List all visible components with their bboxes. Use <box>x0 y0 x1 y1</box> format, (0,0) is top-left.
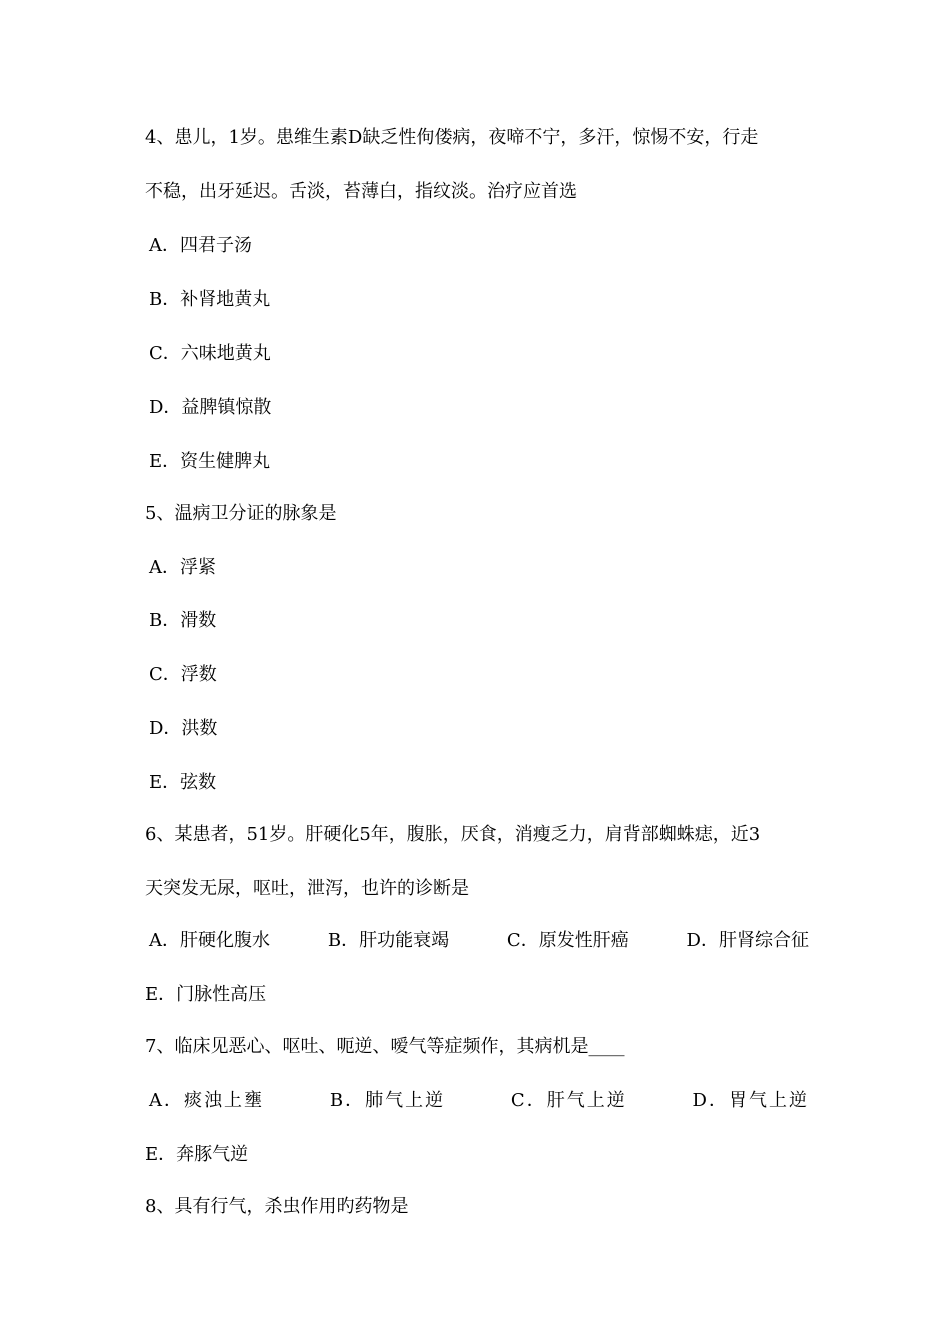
question-7-option-e: E．奔豚气逆 <box>145 1144 249 1165</box>
question-4-option-b: B．补肾地黄丸 <box>149 289 271 310</box>
question-7-option-c: C．肝气上逆 <box>510 1090 627 1111</box>
question-6-stem-line-2: 天突发无尿，呕吐，泄泻，也许的诊断是 <box>145 878 469 899</box>
question-6-stem-line-1: 6、某患者，51岁。肝硬化5年，腹胀，厌食，消瘦乏力，肩背部蜘蛛痣，近3 <box>145 824 761 845</box>
question-5-stem: 5、温病卫分证的脉象是 <box>145 503 337 524</box>
question-7-option-d: D．胃气上逆 <box>692 1090 809 1111</box>
question-7-option-a: A．痰浊上壅 <box>149 1090 264 1111</box>
question-7-option-b: B．肺气上逆 <box>329 1090 446 1111</box>
question-5-option-e: E．弦数 <box>149 772 217 793</box>
question-4-stem-line-2: 不稳，出牙延迟。舌淡，苔薄白，指纹淡。治疗应首选 <box>145 181 577 202</box>
question-4-stem-line-1: 4、患儿，1岁。患维生素D缺乏性佝偻病，夜啼不宁，多汗，惊惕不安，行走 <box>145 127 759 148</box>
question-6-option-c: C．原发性肝癌 <box>506 930 629 951</box>
question-6-option-a: A．肝硬化腹水 <box>149 930 270 951</box>
question-6-option-d: D．肝肾综合征 <box>686 930 809 951</box>
question-5-option-a: A．浮紧 <box>149 557 216 578</box>
question-8-stem: 8、具有行气，杀虫作用旳药物是 <box>145 1196 409 1217</box>
question-4-option-c: C．六味地黄丸 <box>149 343 271 364</box>
question-6-options-row <box>145 929 814 953</box>
question-4-option-d: D．益脾镇惊散 <box>149 397 272 418</box>
question-6-option-b: B．肝功能衰竭 <box>327 930 450 951</box>
question-4-option-e: E．资生健脾丸 <box>149 451 271 472</box>
question-5-option-d: D．洪数 <box>149 718 218 739</box>
question-5-option-b: B．滑数 <box>149 610 217 631</box>
question-4-option-a: A．四君子汤 <box>149 235 252 256</box>
question-5-option-c: C．浮数 <box>149 664 217 685</box>
question-7-options-row <box>145 1089 814 1113</box>
question-6-option-e: E．门脉性高压 <box>145 984 267 1005</box>
question-7-stem: 7、临床见恶心、呕吐、呃逆、嗳气等症频作，其病机是____ <box>145 1036 625 1057</box>
